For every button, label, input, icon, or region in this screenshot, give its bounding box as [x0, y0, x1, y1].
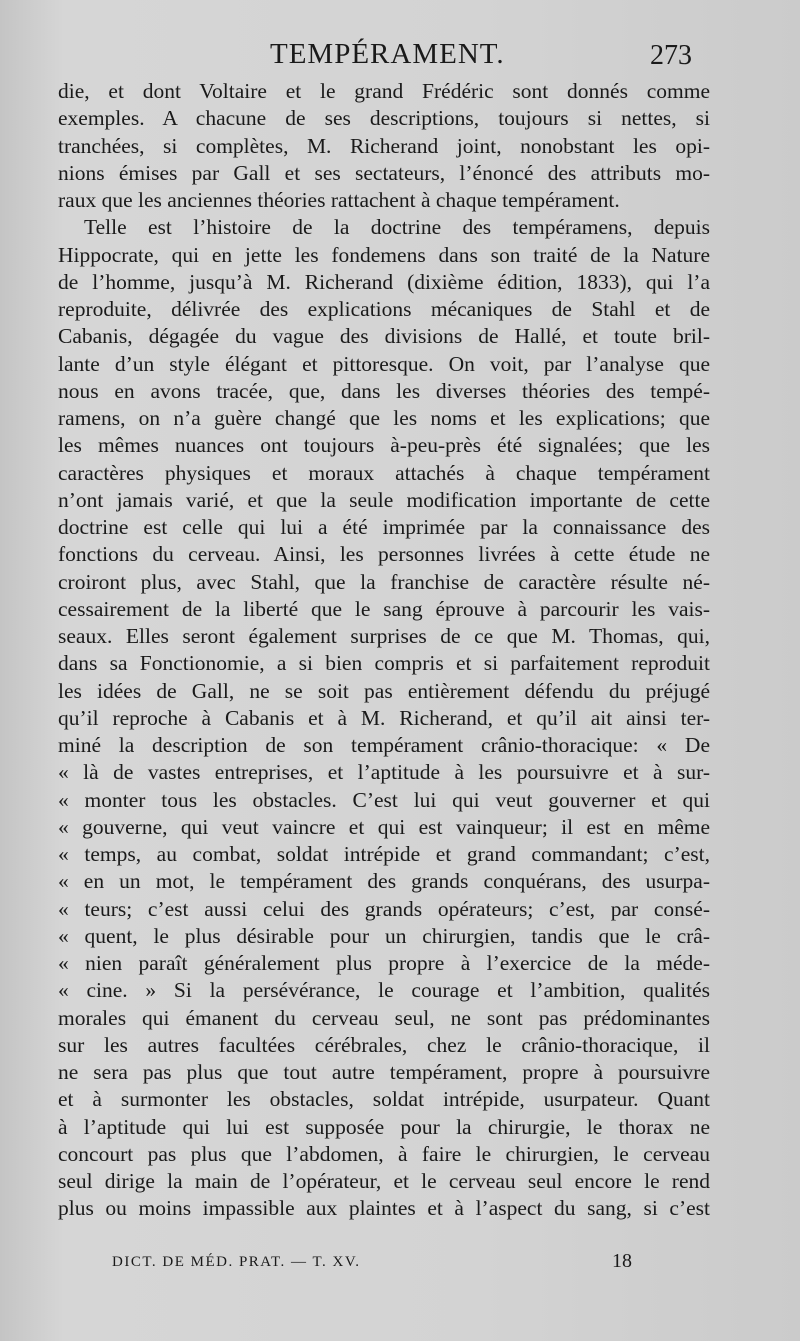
text-line: « cine. » Si la persévérance, le courage et l’ambition, qualités	[58, 978, 710, 1003]
text-line: les idées de Gall, ne se soit pas entièrement défendu du préjugé	[58, 678, 710, 703]
text-line: fonctions du cerveau. Ainsi, les personnes livrées à cette étude ne	[58, 542, 710, 567]
text-line: nous en avons tracée, que, dans les diverses théories des tempé-	[58, 378, 710, 403]
text-line: reproduite, délivrée des explications mécaniques de Stahl et de	[58, 297, 710, 321]
text-line: concourt pas plus que l’abdomen, à faire le chirurgien, le cerveau	[58, 1141, 710, 1166]
text-line: exemples. A chacune de ses descriptions, toujours si nettes, si	[58, 106, 710, 131]
text-line: sur les autres facultées cérébrales, chez le crânio-thoracique, il	[58, 1032, 710, 1057]
text-line: die, et dont Voltaire et le grand Frédéric sont donnés comme	[58, 79, 710, 103]
text-line: Telle est l’histoire de la doctrine des tempéramens, depuis	[84, 215, 710, 240]
text-line: de l’homme, jusqu’à M. Richerand (dixième édition, 1833), qui l’a	[58, 269, 710, 294]
signature-number: 18	[612, 1250, 632, 1272]
text-line: lante d’un style élégant et pittoresque. On voit, par l’analyse que	[58, 351, 710, 376]
text-line: doctrine est celle qui lui a été imprimée par la connaissance des	[58, 515, 710, 539]
text-line: « en un mot, le tempérament des grands conquérans, des usurpa-	[58, 869, 710, 894]
text-line: Hippocrate, qui en jette les fondemens dans son traité de la Nature	[58, 242, 710, 267]
text-line: seul dirige la main de l’opérateur, et le cerveau seul encore le rend	[58, 1169, 710, 1193]
text-line: dans sa Fonctionomie, a si bien compris et si parfaitement reproduit	[58, 651, 710, 676]
body-text	[58, 78, 710, 1223]
running-header	[0, 38, 800, 78]
text-line: seaux. Elles seront également surprises de ce que M. Thomas, qui,	[58, 624, 710, 648]
signature-mark: DICT. DE MÉD. PRAT. — T. XV.	[112, 1254, 361, 1270]
text-line: plus ou moins impassible aux plaintes et à l’aspect du sang, si c’est	[58, 1196, 710, 1221]
page-footer	[0, 1250, 800, 1280]
text-line: ramens, on n’a guère changé que les noms et les explications; que	[58, 406, 710, 430]
text-line: et à surmonter les obstacles, soldat intrépide, usurpateur. Quant	[58, 1087, 710, 1112]
text-line: caractères physiques et moraux attachés à chaque tempérament	[58, 460, 710, 485]
text-line: tranchées, si complètes, M. Richerand joint, nonobstant les opi-	[58, 133, 710, 158]
text-line: « là de vastes entreprises, et l’aptitude à les poursuivre et à sur-	[58, 760, 710, 785]
text-line: « teurs; c’est aussi celui des grands opérateurs; c’est, par consé-	[58, 896, 710, 921]
text-line: « gouverne, qui veut vaincre et qui est vainqueur; il est en même	[58, 814, 710, 839]
text-line: « quent, le plus désirable pour un chirurgien, tandis que le crâ-	[58, 923, 710, 948]
text-line: nions émises par Gall et ses sectateurs, l’énoncé des attributs mo-	[58, 160, 710, 185]
text-line: raux que les anciennes théories rattachent à chaque tempérament.	[58, 188, 620, 212]
text-line: qu’il reproche à Cabanis et à M. Richerand, et qu’il ait ainsi ter-	[58, 705, 710, 730]
text-line: à l’aptitude qui lui est supposée pour la chirurgie, le thorax ne	[58, 1114, 710, 1139]
text-line: « nien paraît généralement plus propre à l’exercice de la méde-	[58, 951, 710, 975]
page-number: 273	[650, 40, 692, 71]
text-line: ne sera pas plus que tout autre tempérament, propre à poursuivre	[58, 1060, 710, 1084]
text-line: croiront plus, avec Stahl, que la franchise de caractère résulte né-	[58, 569, 710, 594]
running-title: TEMPÉRAMENT.	[270, 38, 505, 70]
text-line: « monter tous les obstacles. C’est lui qui veut gouverner et qui	[58, 787, 710, 812]
text-line: n’ont jamais varié, et que la seule modification importante de cette	[58, 487, 710, 512]
text-line: les mêmes nuances ont toujours à-peu-près été signalées; que les	[58, 433, 710, 458]
text-line: Cabanis, dégagée du vague des divisions de Hallé, et toute bril-	[58, 324, 710, 349]
text-line: « temps, au combat, soldat intrépide et grand commandant; c’est,	[58, 842, 710, 866]
text-line: cessairement de la liberté que le sang éprouve à parcourir les vais-	[58, 596, 710, 621]
text-line: miné la description de son tempérament crânio-thoracique: « De	[58, 733, 710, 757]
text-line: morales qui émanent du cerveau seul, ne sont pas prédominantes	[58, 1005, 710, 1030]
